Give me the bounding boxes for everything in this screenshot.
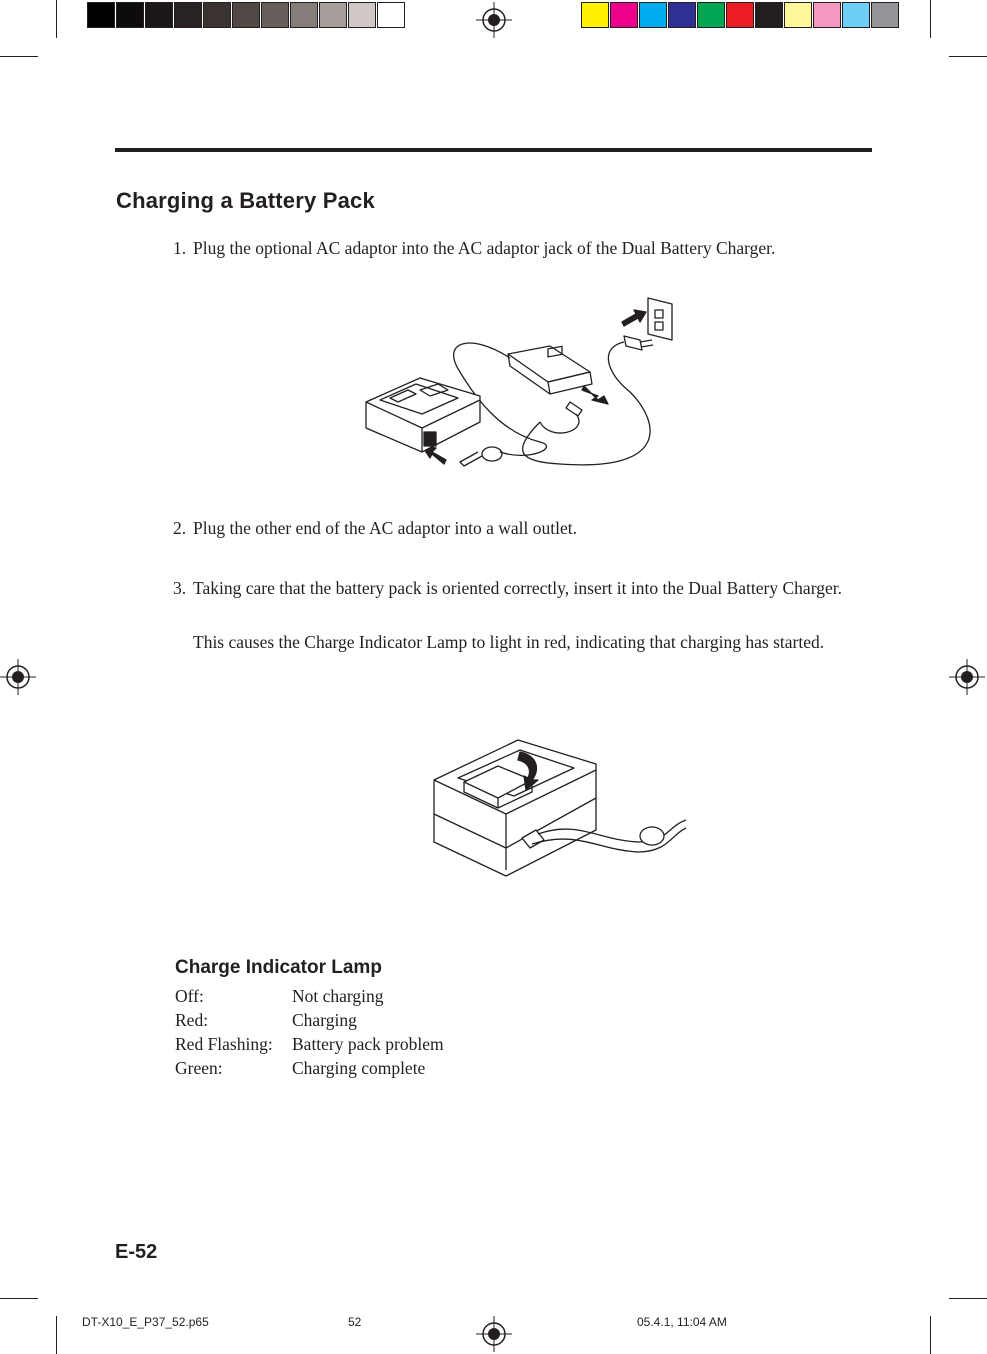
ac-adaptor-illustration [360,292,680,484]
color-bar-swatch [581,2,609,28]
lamp-title: Charge Indicator Lamp [175,957,382,978]
gray-bar-swatch [116,2,144,28]
color-bar-swatch [871,2,899,28]
color-bar-swatch [639,2,667,28]
step-1 [173,236,863,260]
color-bar-swatch [610,2,638,28]
step-number: 2. [173,518,187,538]
gray-bar-swatch [261,2,289,28]
gray-bar-swatch [319,2,347,28]
step-number: 1. [173,238,187,258]
step-text: Plug the optional AC adaptor into the AC adaptor jack of the Dual Battery Charger. [193,238,776,258]
lamp-key: Red Flashing: [175,1034,273,1054]
color-bar-swatch [726,2,754,28]
color-bar-swatch [668,2,696,28]
registration-mark-top [474,0,514,40]
color-bar-swatch [755,2,783,28]
lamp-key: Green: [175,1058,223,1078]
header-rule [115,148,872,152]
slug-file: DT-X10_E_P37_52.p65 [82,1315,209,1329]
battery-insert-illustration [428,730,690,880]
slug-page: 52 [348,1315,362,1329]
step-text: Plug the other end of the AC adaptor into a wall outlet. [193,518,577,538]
step-3-note: This causes the Charge Indicator Lamp to light in red, indicating that charging has started. [193,632,825,652]
page-number: E-52 [115,1241,158,1263]
gray-bar-swatch [348,2,376,28]
registration-mark-right [947,657,987,697]
gray-bar-swatch [290,2,318,28]
gray-bar-swatch [174,2,202,28]
gray-bar-swatch [87,2,115,28]
step-3 [173,576,863,600]
gray-bar-swatch [145,2,173,28]
lamp-value: Battery pack problem [292,1034,444,1054]
lamp-key: Off: [175,986,204,1006]
registration-mark-bottom [474,1314,514,1354]
lamp-value: Charging [292,1010,357,1030]
registration-mark-left [0,657,38,697]
step-2 [173,516,863,540]
step-number: 3. [173,578,187,598]
gray-bar-swatch [203,2,231,28]
slug-datetime: 05.4.1, 11:04 AM [637,1315,727,1329]
gray-bar-swatch [377,2,405,28]
color-bar-swatch [697,2,725,28]
section-title: Charging a Battery Pack [116,188,375,213]
step-text: Taking care that the battery pack is oriented correctly, insert it into the Dual Battery Charger. [193,578,842,598]
lamp-key: Red: [175,1010,209,1030]
gray-bar-swatch [232,2,260,28]
color-bar-swatch [813,2,841,28]
color-bar-swatch [842,2,870,28]
lamp-value: Charging complete [292,1058,426,1078]
lamp-value: Not charging [292,986,384,1006]
color-bar-swatch [784,2,812,28]
